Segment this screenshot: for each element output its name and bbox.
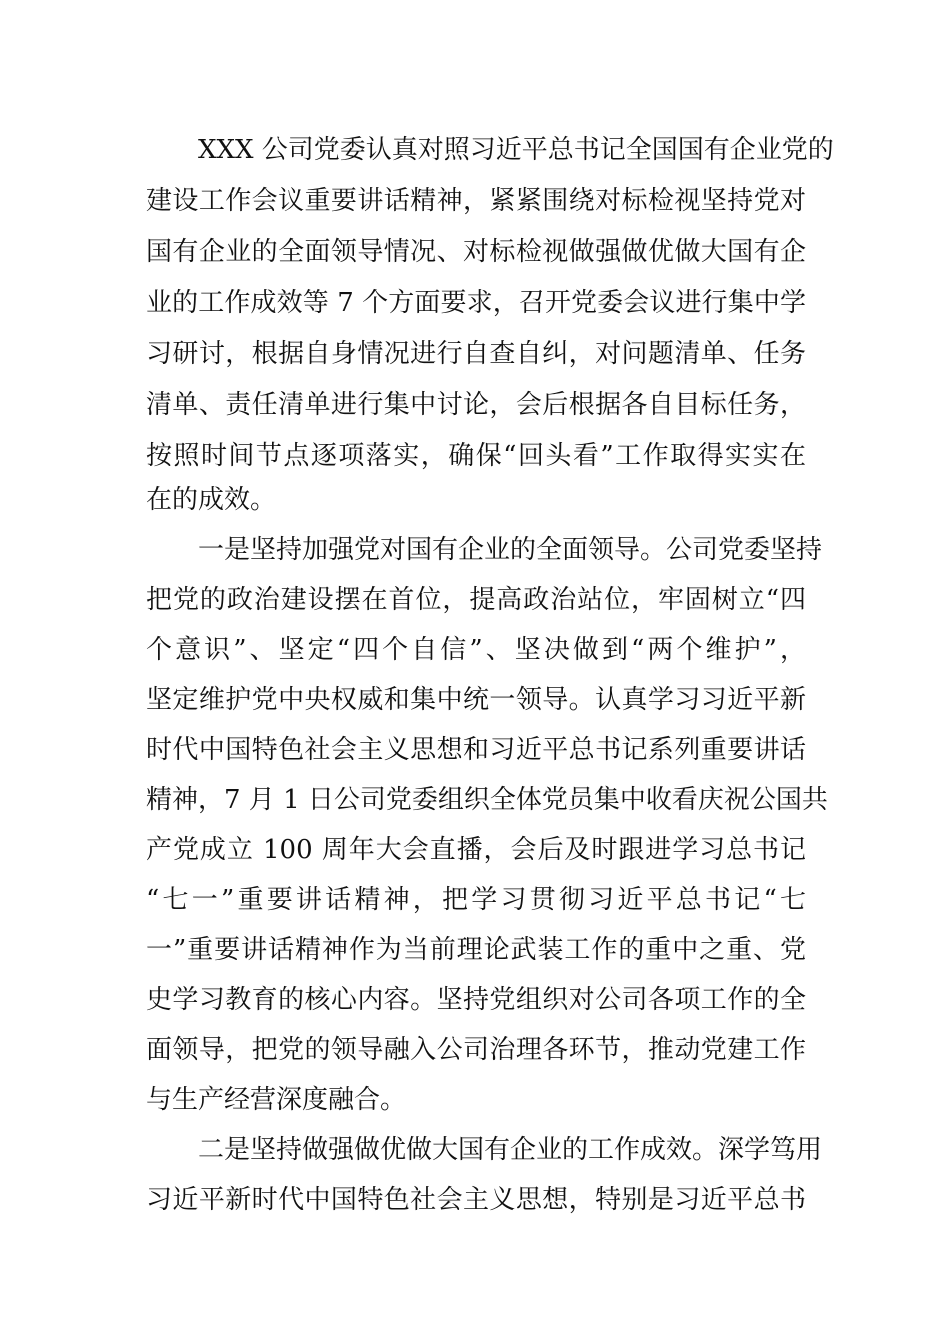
text-line: 国有企业的全面领导情况、对标检视做强做优做大国有企 bbox=[146, 237, 806, 267]
text-line: 产党成立 100 周年大会直播，会后及时跟进学习总书记 bbox=[146, 835, 806, 865]
text-line: 二是坚持做强做优做大国有企业的工作成效。深学笃用 bbox=[146, 1135, 823, 1165]
text-line: 把党的政治建设摆在首位，提高政治站位，牢固树立“四 bbox=[146, 585, 806, 615]
text-line: 一”重要讲话精神作为当前理论武装工作的重中之重、党 bbox=[146, 935, 806, 965]
text-line: 在的成效。 bbox=[146, 485, 277, 515]
text-line: “七一”重要讲话精神，把学习贯彻习近平总书记“七 bbox=[146, 885, 806, 915]
text-line: 与生产经营深度融合。 bbox=[146, 1085, 407, 1115]
text-line: 建设工作会议重要讲话精神，紧紧围绕对标检视坚持党对 bbox=[146, 186, 806, 216]
text-line: 业的工作成效等 7 个方面要求，召开党委会议进行集中学 bbox=[146, 288, 806, 318]
text-line: 史学习教育的核心内容。坚持党组织对公司各项工作的全 bbox=[146, 985, 806, 1015]
text-line: 坚定维护党中央权威和集中统一领导。认真学习习近平新 bbox=[146, 685, 806, 715]
text-line: 一是坚持加强党对国有企业的全面领导。公司党委坚持 bbox=[146, 535, 823, 565]
text-line: XXX 公司党委认真对照习近平总书记全国国有企业党的 bbox=[146, 135, 834, 165]
text-line: 习研讨，根据自身情况进行自查自纠，对问题清单、任务 bbox=[146, 339, 806, 369]
text-line: 时代中国特色社会主义思想和习近平总书记系列重要讲话 bbox=[146, 735, 806, 765]
text-line: 习近平新时代中国特色社会主义思想，特别是习近平总书 bbox=[146, 1185, 806, 1215]
text-line: 精神，7 月 1 日公司党委组织全体党员集中收看庆祝公国共 bbox=[146, 785, 828, 815]
text-line: 个意识”、坚定“四个自信”、坚决做到“两个维护”， bbox=[146, 635, 806, 665]
text-line: 清单、责任清单进行集中讨论，会后根据各自目标任务， bbox=[146, 390, 806, 420]
text-line: 按照时间节点逐项落实，确保“回头看”工作取得实实在 bbox=[146, 441, 806, 471]
text-line: 面领导，把党的领导融入公司治理各环节，推动党建工作 bbox=[146, 1035, 806, 1065]
